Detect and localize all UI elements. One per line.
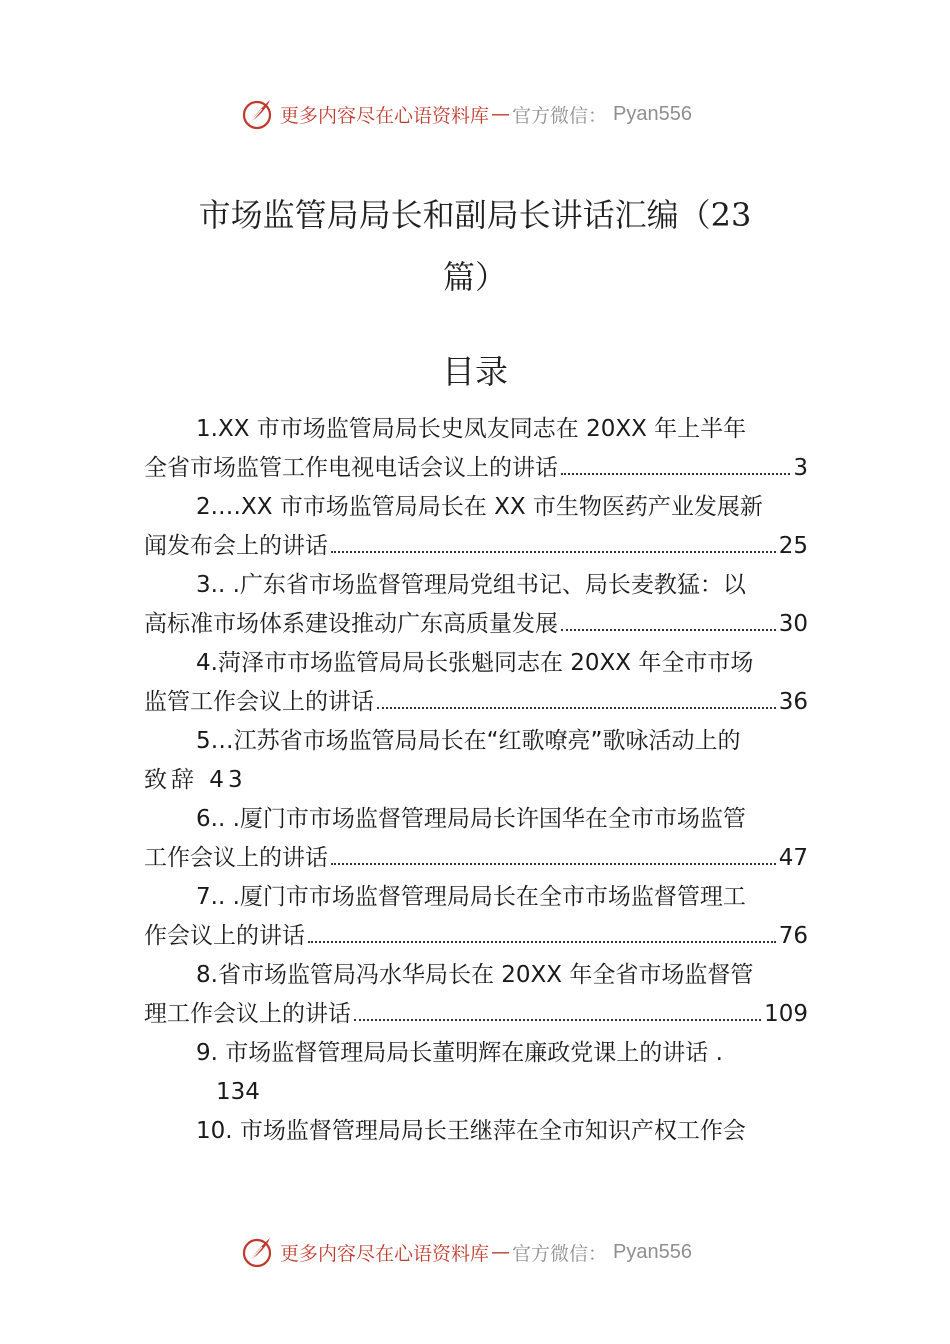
header-banner	[0, 94, 950, 134]
banner-separator: —	[491, 1241, 511, 1263]
toc-entry-title-cont: 监管工作会议上的讲话	[144, 689, 374, 715]
toc-entry-title-cont: 工作会议上的讲话	[144, 845, 328, 871]
dot-leader	[331, 863, 776, 865]
toc-entry-title: 4.菏泽市市场监管局局长张魁同志在 20XX 年全市市场	[196, 650, 754, 676]
toc-entry-title-cont: 致辞 43	[144, 767, 247, 793]
dot-leader	[308, 941, 776, 943]
toc-entry-title: 6.. .厦门市市场监督管理局局长许国华在全市市场监管	[196, 806, 746, 832]
toc-entry[interactable]	[144, 1112, 808, 1151]
dot-leader	[354, 1019, 761, 1021]
banner-wechat-label: 官方微信：	[512, 104, 608, 127]
toc-entry-title-cont: 全省市场监管工作电视电话会议上的讲话	[144, 455, 558, 481]
toc-entry[interactable]	[144, 722, 808, 800]
document-title-line-2: 篇）	[442, 258, 507, 296]
dot-leader	[561, 629, 776, 631]
toc-entry[interactable]	[144, 410, 808, 488]
toc-page-number: 109	[764, 1001, 808, 1027]
footer-banner	[0, 1232, 950, 1272]
toc-entry[interactable]	[144, 878, 808, 956]
toc-entry-title-cont: 高标准市场体系建设推动广东高质量发展	[144, 611, 558, 637]
banner-wechat-id: Pyan556	[613, 1240, 692, 1263]
toc-entry-title: 8.省市场监管局冯水华局长在 20XX 年全省市场监督管	[196, 962, 754, 988]
toc-entry-title-cont: 闻发布会上的讲话	[144, 533, 328, 559]
toc-entry-title: 10. 市场监督管理局局长王继萍在全市知识产权工作会	[196, 1118, 746, 1144]
toc-entry-title: 1.XX 市市场监管局局长史凤友同志在 20XX 年上半年	[196, 416, 747, 442]
toc-page-number: 3	[793, 455, 808, 481]
feather-pen-logo-icon	[240, 97, 274, 131]
toc-page-number: 25	[778, 533, 808, 559]
toc-entry[interactable]	[144, 956, 808, 1034]
table-of-contents	[144, 410, 808, 1151]
toc-entry-title: 2.…XX 市市场监管局局长在 XX 市生物医药产业发展新	[196, 494, 763, 520]
toc-entry[interactable]	[144, 800, 808, 878]
dot-leader	[561, 473, 790, 475]
toc-page-number: 76	[778, 923, 808, 949]
toc-entry-title-cont: 理工作会议上的讲话	[144, 1001, 351, 1027]
document-title-line-1: 市场监管局局长和副局长讲话汇编（23	[198, 196, 752, 234]
toc-page-number: 36	[778, 689, 808, 715]
feather-pen-logo-icon	[240, 1235, 274, 1269]
toc-entry-title: 7.. .厦门市市场监督管理局局长在全市市场监督管理工	[196, 884, 746, 910]
toc-entry[interactable]	[144, 566, 808, 644]
toc-entry-title: 9. 市场监督管理局局长董明辉在廉政党课上的讲话 .	[196, 1040, 723, 1066]
toc-entry-title: 3.. .广东省市场监督管理局党组书记、局长麦教猛：以	[196, 572, 746, 598]
toc-entry-title-cont: 作会议上的讲话	[144, 923, 305, 949]
toc-page-number: 47	[778, 845, 808, 871]
dot-leader	[331, 551, 776, 553]
toc-page-number: 134	[216, 1079, 260, 1105]
toc-entry[interactable]	[144, 488, 808, 566]
toc-entry[interactable]	[144, 644, 808, 722]
banner-wechat-label: 官方微信：	[512, 1242, 608, 1265]
banner-wechat-id: Pyan556	[613, 102, 692, 125]
toc-entry[interactable]	[144, 1034, 808, 1112]
banner-text: 更多内容尽在心语资料库	[280, 104, 490, 127]
toc-page-number: 30	[778, 611, 808, 637]
toc-entry-title: 5…江苏省市场监管局局长在“红歌嘹亮”歌咏活动上的	[196, 728, 741, 754]
dot-leader	[377, 707, 776, 709]
toc-heading: 目录	[442, 352, 508, 391]
banner-text: 更多内容尽在心语资料库	[280, 1242, 490, 1265]
banner-separator: —	[491, 103, 511, 125]
